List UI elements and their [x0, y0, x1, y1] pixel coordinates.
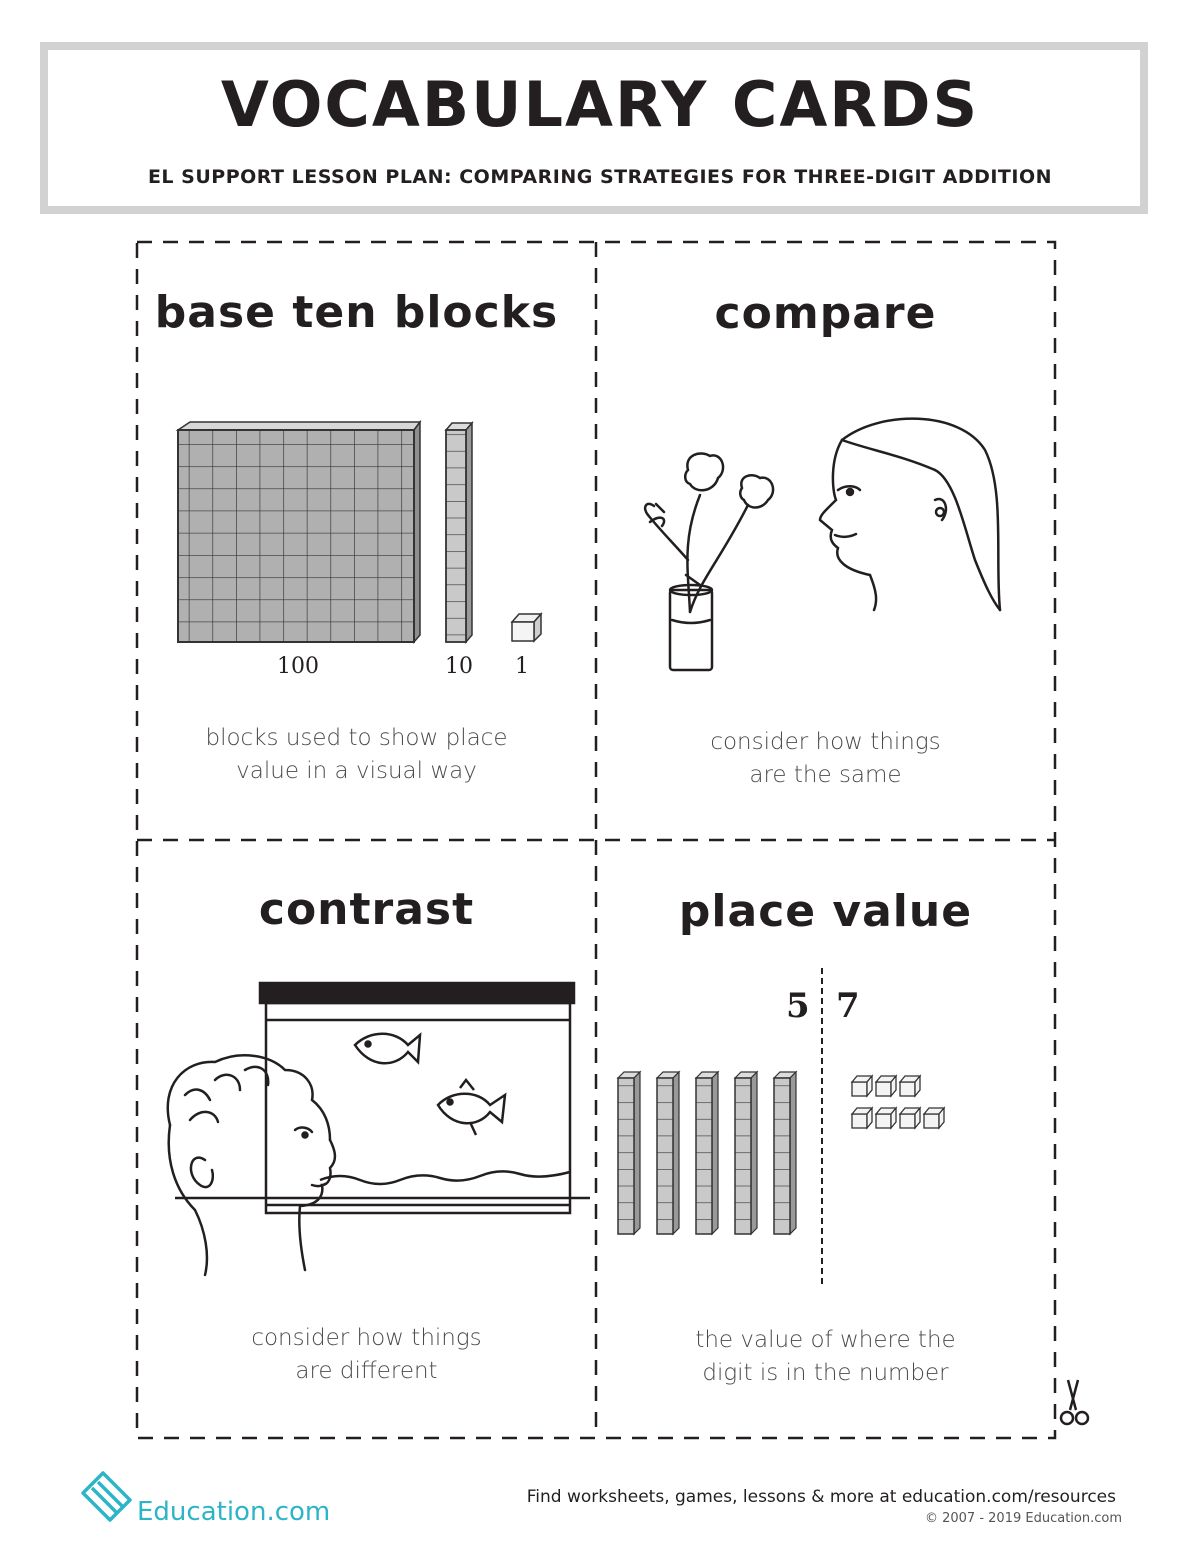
- card-definition: [137, 1322, 596, 1388]
- education-logo-icon: [83, 1473, 130, 1520]
- tens-digit: 5: [786, 986, 810, 1026]
- card-definition: [596, 726, 1055, 792]
- card-definition: [127, 722, 586, 788]
- card-term: base ten blocks: [154, 287, 559, 338]
- education-logo-text[interactable]: Education.com: [137, 1497, 331, 1527]
- card-term: compare: [714, 288, 937, 339]
- card-definition: [596, 1324, 1055, 1390]
- ones-digit: 7: [836, 986, 860, 1026]
- block-label-hundred: 100: [277, 654, 319, 679]
- definition-line: are the same: [749, 762, 902, 788]
- copyright-text: © 2007 - 2019 Education.com: [924, 1511, 1122, 1526]
- block-label-one: 1: [515, 654, 529, 679]
- card-place-value: [596, 840, 1055, 1438]
- definition-line: consider how things: [710, 729, 941, 755]
- block-label-ten: 10: [445, 654, 473, 679]
- page-subtitle: EL SUPPORT LESSON PLAN: COMPARING STRATEGIES FOR THREE-DIGIT ADDITION: [147, 166, 1053, 188]
- card-contrast: [137, 840, 596, 1438]
- card-compare: [596, 242, 1055, 840]
- definition-line: blocks used to show place: [205, 725, 508, 751]
- definition-line: are different: [295, 1358, 438, 1384]
- definition-line: the value of where the: [695, 1327, 956, 1353]
- page-title: VOCABULARY CARDS: [220, 68, 980, 141]
- resources-link[interactable]: Find worksheets, games, lessons & more at education.com/resources: [526, 1487, 1116, 1507]
- card-term: contrast: [258, 884, 475, 935]
- definition-line: value in a visual way: [236, 758, 477, 784]
- card-base-ten-blocks: [137, 242, 596, 840]
- scissors-icon: [1061, 1380, 1088, 1424]
- definition-line: consider how things: [251, 1325, 482, 1351]
- definition-line: digit is in the number: [702, 1360, 949, 1386]
- card-term: place value: [678, 886, 973, 937]
